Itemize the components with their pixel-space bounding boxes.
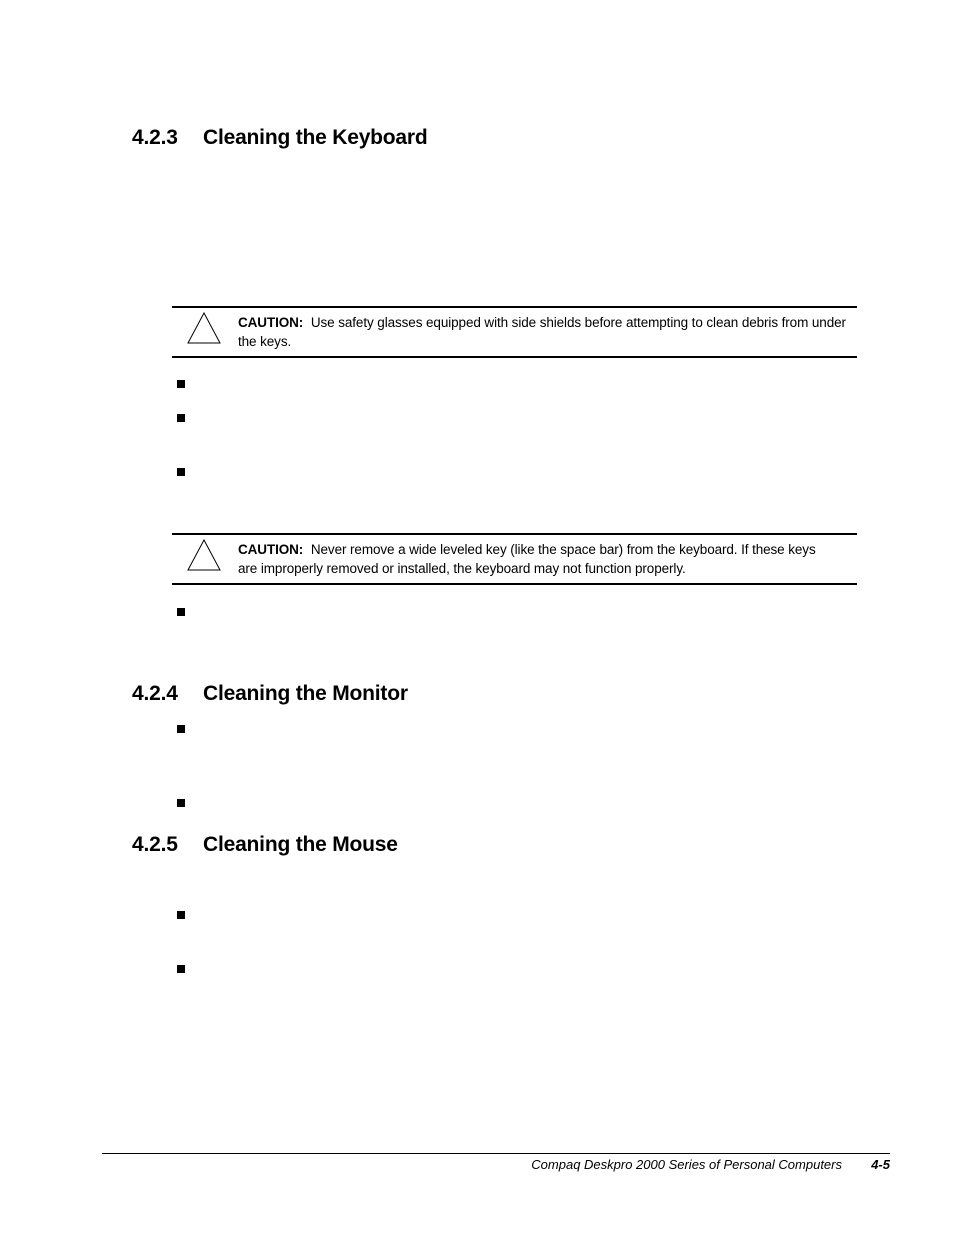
section-number: 4.2.4	[132, 682, 178, 705]
caution-triangle-icon	[186, 539, 222, 571]
caution-label: CAUTION:	[238, 315, 304, 330]
page-number: 4-5	[871, 1157, 890, 1172]
section-heading-keyboard	[132, 126, 428, 150]
caution-message: Never remove a wide leveled key (like the space bar) from the keyboard. If these keys are improperly removed or installed, the keyboard may not function properly.	[238, 542, 816, 576]
square-bullet-icon	[177, 965, 185, 973]
square-bullet-icon	[177, 608, 185, 616]
caution-label: CAUTION:	[238, 542, 304, 557]
section-title: Cleaning the Keyboard	[203, 126, 428, 149]
square-bullet-icon	[177, 380, 185, 388]
square-bullet-icon	[177, 725, 185, 733]
caution-triangle-icon	[186, 312, 222, 344]
caution-bottom-rule	[172, 583, 857, 585]
caution-text	[238, 313, 868, 351]
caution-bottom-rule	[172, 356, 857, 358]
square-bullet-icon	[177, 799, 185, 807]
section-number: 4.2.3	[132, 126, 178, 149]
section-title: Cleaning the Monitor	[203, 682, 408, 705]
section-number: 4.2.5	[132, 833, 178, 856]
square-bullet-icon	[177, 468, 185, 476]
footer-title: Compaq Deskpro 2000 Series of Personal Computers	[531, 1157, 842, 1172]
section-heading-mouse	[132, 833, 398, 857]
section-heading-monitor	[132, 682, 408, 706]
caution-top-rule	[172, 306, 857, 308]
square-bullet-icon	[177, 414, 185, 422]
caution-message: Use safety glasses equipped with side shields before attempting to clean debris from under the keys.	[238, 315, 846, 349]
footer-rule	[102, 1153, 890, 1154]
section-title: Cleaning the Mouse	[203, 833, 398, 856]
square-bullet-icon	[177, 911, 185, 919]
caution-text	[238, 540, 838, 578]
caution-top-rule	[172, 533, 857, 535]
